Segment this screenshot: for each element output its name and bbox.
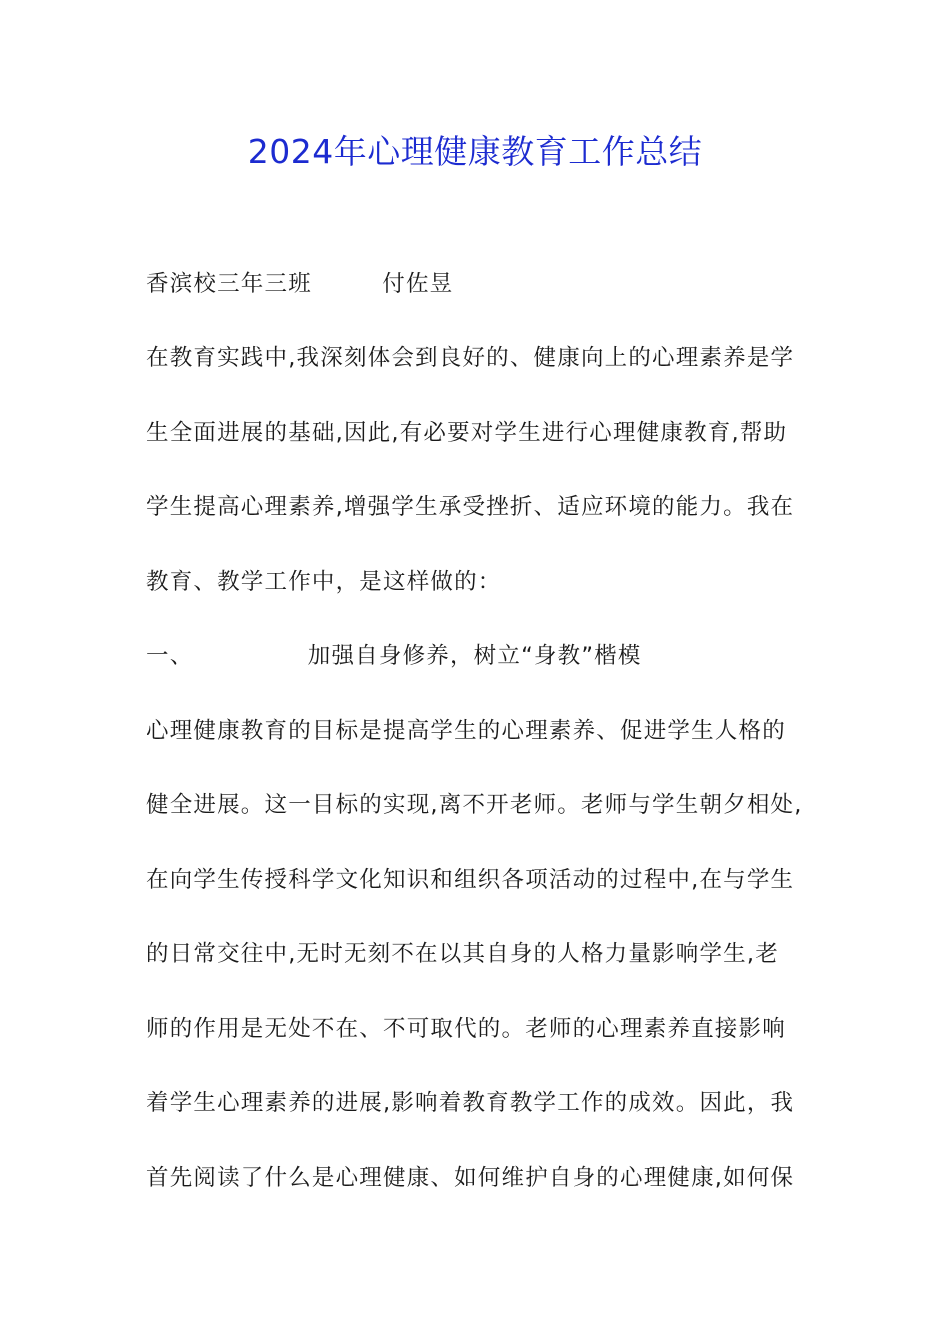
paragraph-line: 师的作用是无处不在、不可取代的。老师的心理素养直接影响 <box>146 1016 786 1042</box>
paragraph-line: 生全面进展的基础,因此,有必要对学生进行心理健康教育,帮助 <box>146 420 788 446</box>
author-line <box>146 268 836 300</box>
document-title: 2024年心理健康教育工作总结 <box>247 132 703 171</box>
paragraph-line: 的日常交往中,无时无刻不在以其自身的人格力量影响学生,老 <box>146 941 779 967</box>
author-school-class: 香滨校三年三班 <box>146 271 312 297</box>
paragraph-line: 首先阅读了什么是心理健康、如何维护自身的心理健康,如何保 <box>146 1165 795 1191</box>
section-number: 一、 <box>146 643 194 669</box>
author-name: 付佐昱 <box>382 271 454 297</box>
paragraph-line: 在向学生传授科学文化知识和组织各项活动的过程中,在与学生 <box>146 867 795 893</box>
paragraph-line: 着学生心理素养的进展,影响着教育教学工作的成效。因此，我 <box>146 1090 795 1116</box>
section-heading <box>146 640 836 672</box>
paragraph-line: 在教育实践中,我深刻体会到良好的、健康向上的心理素养是学 <box>146 345 795 371</box>
paragraph-line: 教育、教学工作中，是这样做的： <box>146 569 502 595</box>
paragraph-line: 健全进展。这一目标的实现,离不开老师。老师与学生朝夕相处, <box>146 792 803 818</box>
paragraph-line: 心理健康教育的目标是提高学生的心理素养、促进学生人格的 <box>146 718 786 744</box>
paragraph-line: 学生提高心理素养,增强学生承受挫折、适应环境的能力。我在 <box>146 494 795 520</box>
section-title: 加强自身修养，树立“身教”楷模 <box>307 643 642 669</box>
